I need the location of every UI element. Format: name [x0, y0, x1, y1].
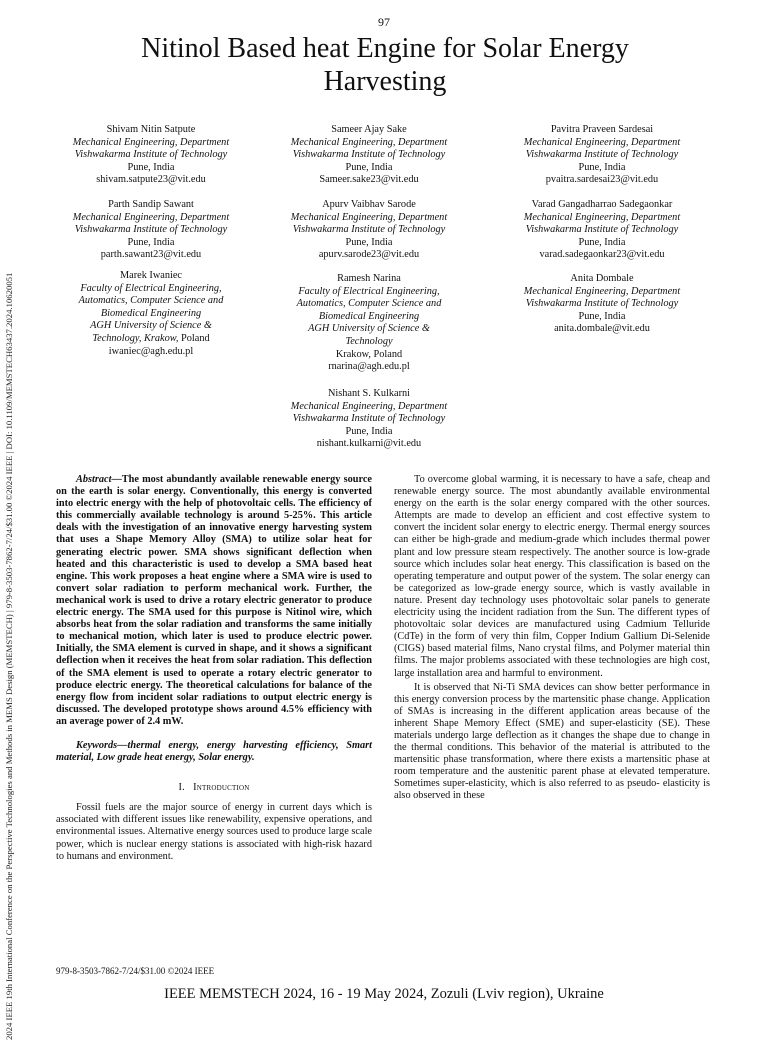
- author-name: Apurv Vaibhav Sarode: [322, 199, 416, 210]
- author-name: Shivam Nitin Satpute: [106, 124, 196, 135]
- intro-paragraph-3: It is observed that Ni-Ti SMA devices can show better performance in this energy conversion process by the martensitic phase change. Application of SMAs is increasing in the different application areas because of the inherent Shape Memory Effect (SME) and super-elasticity (SE). These materials undergo large deflection as it changes the shape due to change in the thermal conditions. This behavior of the material is attributed to the martensitic phase transformation, where there exists a martensitic phase at room temperature and the austenitic parent phase at elevated temperature. Sometimes super-elasticity, which is also referred to as pseudo- elasticity is also observed in these: [394, 681, 710, 802]
- author-affiliation: Vishwakarma Institute of Technology: [74, 149, 228, 161]
- author-location: Pune, India: [345, 161, 393, 173]
- author-email: varad.sadegaonkar23@vit.edu: [539, 249, 665, 261]
- page-number: 97: [378, 15, 390, 29]
- title-line-2: Harvesting: [323, 66, 447, 97]
- author-email: Sameer.sake23@vit.edu: [319, 174, 419, 186]
- author-affiliation: Mechanical Engineering, Department: [523, 136, 681, 148]
- author-affiliation-line: [51, 333, 251, 346]
- author-name: Nishant S. Kulkarni: [327, 388, 411, 399]
- author-email: apurv.sarode23@vit.edu: [318, 249, 420, 261]
- abstract-body: —The most abundantly available renewable energy source on the earth is solar energy. Conventionally, this energy is converted into electric energy with the help of photovoltaic cells. The efficiency of this commercially available technology is around 5-25%. This article deals with the investigation of an innovative energy harvesting system that uses a Shape Memory Alloy (SMA) to utilize solar heat for generating electric power. SMA shows significant deflection when heated and this characteristic is used to develop a SMA based heat engine. This work proposes a heat engine where a SMA wire is used to convert solar radiation to perform mechanical work. Further, the mechanical work is used to drive a rotary electric generator to produce electric energy. The SMA used for this purpose is Nitinol wire, which absorbs heat from the solar radiation and transforms the same initially to mechanical motion, which later is used to produce electric power. Initially, the SMA element is curved in shape, and it shows a significant deflection when it receives the heat from solar radiation. This deflection of the SMA element is used to operate a rotary electric generator to produce electric energy. The theoretical calculations for balance of the energy flow from incident solar radiations to output electric energy is discussed. The developed prototype shows around 4.5% efficiency with an average power of 2.4 mW.: [56, 474, 372, 727]
- author-block: [51, 199, 251, 262]
- author-name: Ramesh Narina: [337, 273, 401, 284]
- author-email: shivam.satpute23@vit.edu: [96, 174, 206, 186]
- author-affiliation: Vishwakarma Institute of Technology: [292, 413, 446, 425]
- author-affiliation: AGH University of Science &: [90, 320, 212, 332]
- author-name: Marek Iwaniec: [119, 270, 183, 281]
- author-location: Pune, India: [127, 161, 175, 173]
- author-affiliation: Faculty of Electrical Engineering,: [298, 285, 440, 297]
- right-column: [394, 474, 710, 803]
- author-affiliation: AGH University of Science &: [308, 323, 430, 335]
- footer-copyright-code: 979-8-3503-7862-7/24/$31.00 ©2024 IEEE: [56, 966, 215, 976]
- abstract: [56, 474, 372, 728]
- author-location: Pune, India: [345, 425, 393, 437]
- author-affiliation: Mechanical Engineering, Department: [290, 400, 448, 412]
- author-block: [502, 199, 702, 262]
- author-affiliation: Automatics, Computer Science and: [78, 295, 224, 307]
- author-block: [269, 124, 469, 187]
- author-name: Parth Sandip Sawant: [108, 199, 194, 210]
- author-affiliation: Biomedical Engineering: [318, 310, 420, 322]
- author-name: Varad Gangadharrao Sadegaonkar: [531, 199, 673, 210]
- author-affiliation: Mechanical Engineering, Department: [523, 285, 681, 297]
- author-name: Anita Dombale: [570, 273, 634, 284]
- author-location: Pune, India: [578, 310, 626, 322]
- author-location: Pune, India: [127, 236, 175, 248]
- author-email: pvaitra.sardesai23@vit.edu: [545, 174, 659, 186]
- author-affiliation: Biomedical Engineering: [100, 307, 202, 319]
- section-title: Introduction: [193, 782, 250, 794]
- author-block: [269, 199, 469, 262]
- author-block: [502, 273, 702, 336]
- author-affiliation: Vishwakarma Institute of Technology: [74, 224, 228, 236]
- doi-side-note: 2024 IEEE 19th International Conference on the Perspective Technologies and Methods in MEMS Design (MEMSTECH) | 979-8-3503-7862-7/24/$31.00 ©2024 IEEE | DOI: 10.1109/MEMSTECH63437.2024.10620051: [4, 272, 14, 1040]
- author-block: [269, 273, 469, 374]
- author-location: Pune, India: [345, 236, 393, 248]
- intro-paragraph-2: To overcome global warming, it is necessary to have a safe, cheap and renewable energy source. The most abundantly available environmental energy on the earth is the solar energy compared with the other sources. Attempts are made to develop an efficient and cost effective system to convert the incident solar energy to electric energy. Thermal energy sources can either be high-grade and medium-grade which includes thermal power plant and low pressure steam respectively. The another source is low-grade source which includes solar heat energy. This classification is based on the operating temperature and output power of the system. The solar energy can be categorized as low-grade energy source, which is vastly available in nature. Present day technology uses photovoltaic solar panels to generate electricity using the incident radiation from the Sun. The different types of photovoltaic solar devices are manufactured using Cadmium Telluride (CdTe) in the form of very thin film, Copper Indium Gallium Di-Selenide (CIGS) based material films, Nano crystal films, and Polymer material thin films. The major problems associated with these technologies are high cost, large installation area and harmful to environment.: [394, 474, 710, 679]
- author-affiliation: Mechanical Engineering, Department: [290, 211, 448, 223]
- author-affiliation: Vishwakarma Institute of Technology: [292, 224, 446, 236]
- author-email: iwaniec@agh.edu.pl: [108, 345, 194, 357]
- title-line-1: Nitinol Based heat Engine for Solar Energy: [141, 33, 629, 64]
- footer-conference: IEEE MEMSTECH 2024, 16 - 19 May 2024, Zozuli (Lviv region), Ukraine: [164, 986, 604, 1002]
- author-affiliation: Automatics, Computer Science and: [296, 298, 442, 310]
- author-affiliation: Mechanical Engineering, Department: [72, 211, 230, 223]
- intro-paragraph-1: Fossil fuels are the major source of energy in current days which is associated with different issues like renewability, expensive operations, and environmental issues. Alternative energy sources used to produce large scale power, which is nuclear energy stations is associated with high-risk hazard to humans and environment.: [56, 802, 372, 862]
- author-email: parth.sawant23@vit.edu: [100, 249, 202, 261]
- author-affiliation: Mechanical Engineering, Department: [290, 136, 448, 148]
- author-affiliation: Technology: [345, 335, 393, 347]
- left-column: [56, 474, 372, 863]
- paper-title: [60, 32, 710, 98]
- keywords: Keywords—thermal energy, energy harvesting efficiency, Smart material, Low grade heat energy, Solar energy.: [56, 739, 372, 764]
- author-affiliation: Mechanical Engineering, Department: [72, 136, 230, 148]
- author-affiliation: Vishwakarma Institute of Technology: [525, 224, 679, 236]
- author-email: nishant.kulkarni@vit.edu: [316, 438, 422, 450]
- abstract-lead: Abstract: [76, 474, 112, 485]
- author-block: [269, 388, 469, 451]
- author-name: Pavitra Praveen Sardesai: [550, 124, 654, 135]
- author-affiliation: Vishwakarma Institute of Technology: [292, 149, 446, 161]
- author-block: [51, 124, 251, 187]
- author-affiliation: Vishwakarma Institute of Technology: [525, 149, 679, 161]
- author-affiliation: Faculty of Electrical Engineering,: [80, 282, 222, 294]
- author-block: [502, 124, 702, 187]
- section-number: I.: [178, 782, 185, 794]
- author-location: Pune, India: [578, 236, 626, 248]
- author-email: anita.dombale@vit.edu: [554, 323, 650, 335]
- author-location: Krakow, Poland: [335, 348, 403, 360]
- author-affiliation: Vishwakarma Institute of Technology: [525, 298, 679, 310]
- author-email: rnarina@agh.edu.pl: [328, 361, 410, 373]
- author-name: Sameer Ajay Sake: [331, 124, 407, 135]
- author-affiliation: Technology, Krakow,: [92, 332, 179, 344]
- author-block: [51, 270, 251, 358]
- author-affiliation: Mechanical Engineering, Department: [523, 211, 681, 223]
- author-location: Pune, India: [578, 161, 626, 173]
- section-heading-introduction: [56, 782, 372, 794]
- author-country: Poland: [178, 332, 210, 344]
